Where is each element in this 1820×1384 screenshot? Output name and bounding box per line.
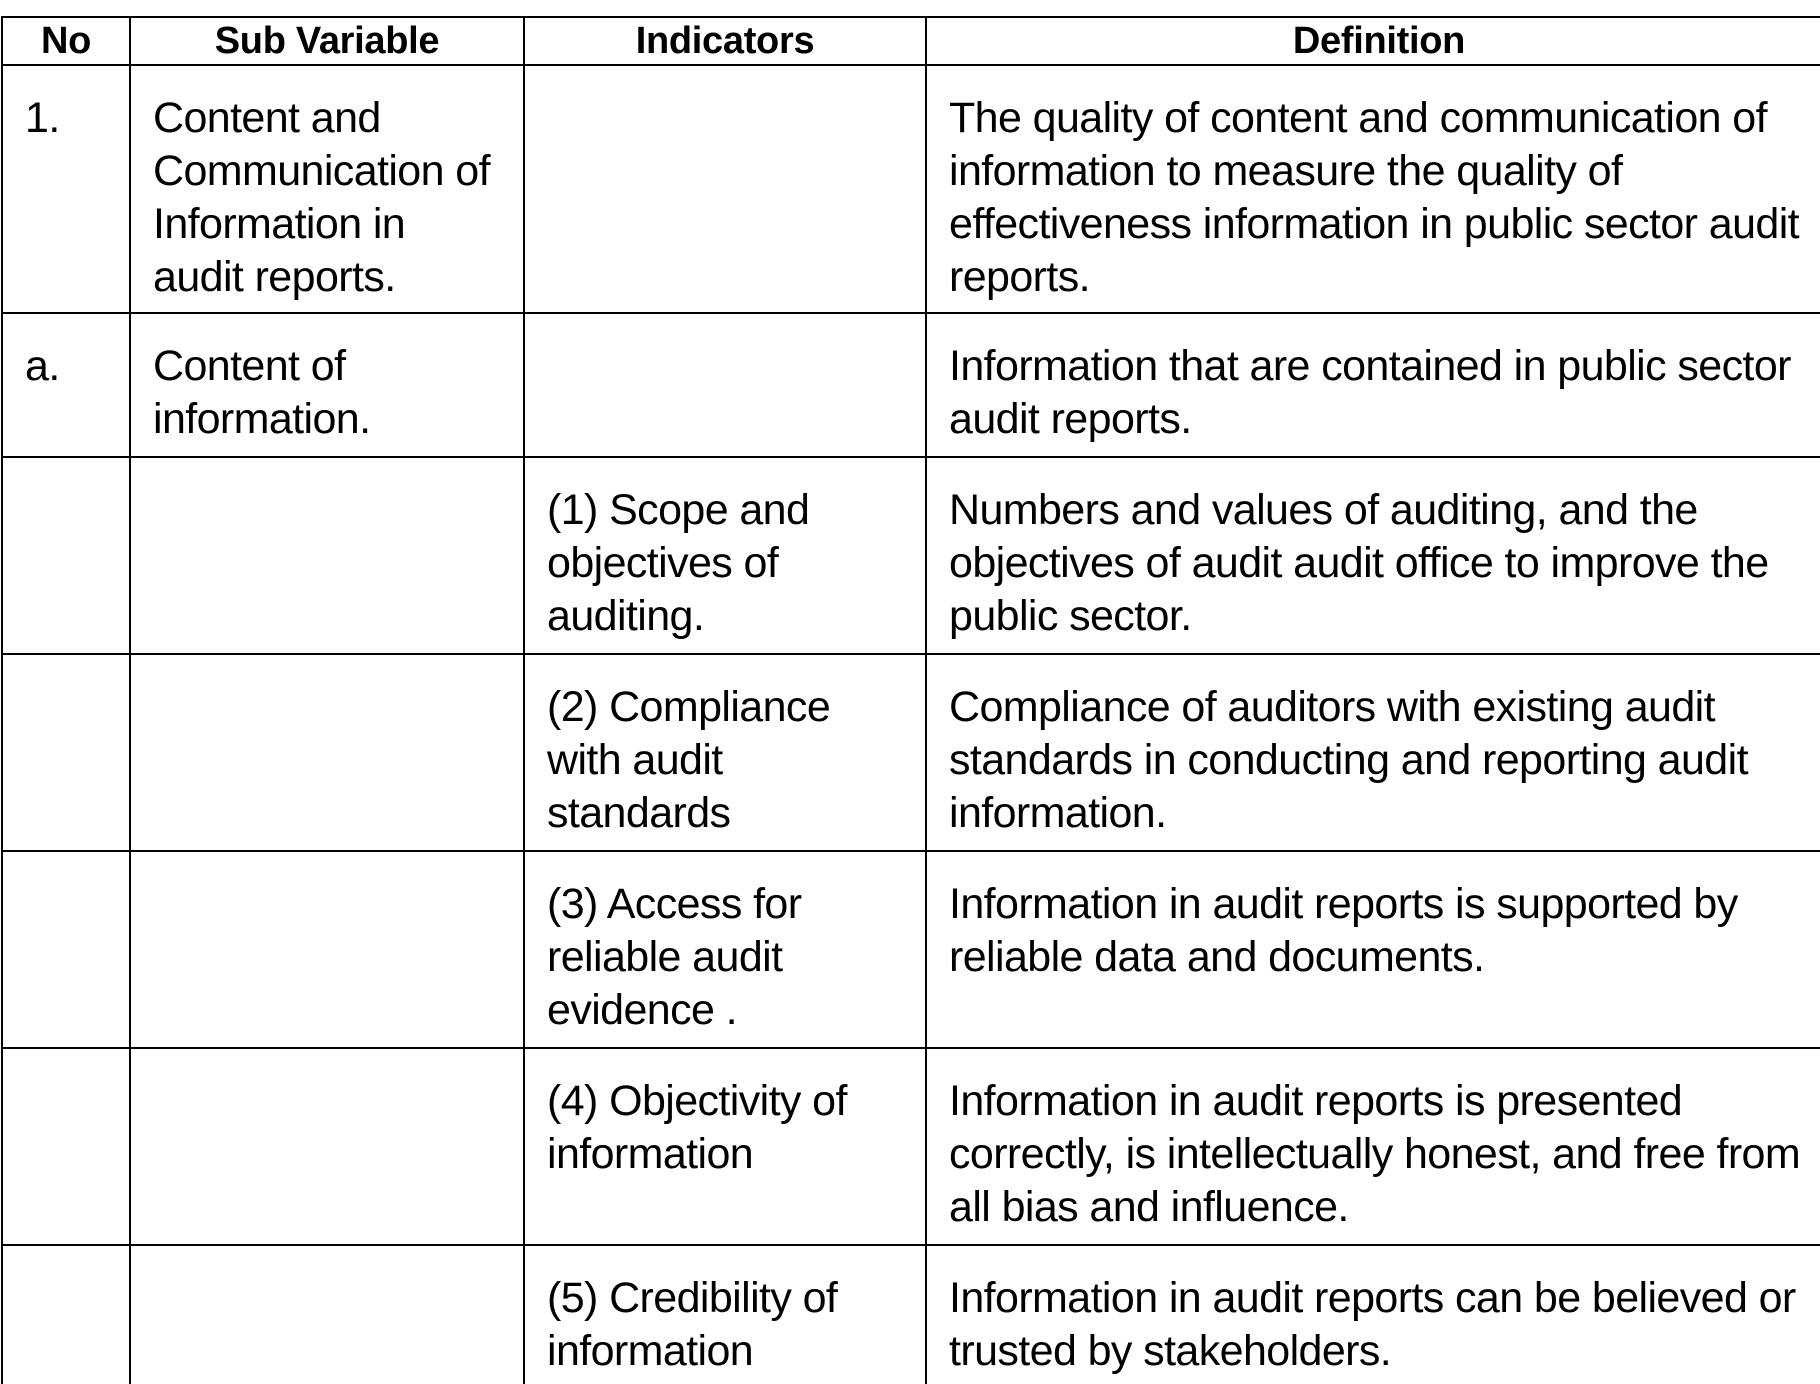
cell-sub-variable — [130, 457, 524, 654]
cell-no — [2, 654, 130, 851]
cell-definition — [926, 65, 1820, 313]
cell-definition-text: Numbers and values of auditing, and the objectives of audit audit office to improve the public sector. — [949, 486, 1769, 640]
table-row — [2, 1048, 1820, 1245]
cell-definition-text: Compliance of auditors with existing audit standards in conducting and reporting audit information. — [949, 683, 1748, 837]
cell-sub-variable — [130, 1245, 524, 1384]
cell-no-text: a. — [25, 342, 60, 390]
table-body — [2, 65, 1820, 1384]
header-row — [2, 17, 1820, 65]
cell-indicators-text — [525, 66, 925, 92]
table-row — [2, 313, 1820, 457]
header-sub-variable: Sub Variable — [130, 17, 524, 65]
cell-sub-variable — [130, 654, 524, 851]
header-definition: Definition — [926, 17, 1820, 65]
table-row — [2, 851, 1820, 1048]
cell-indicators — [524, 65, 926, 313]
cell-sub-variable-text: Content and Communication of Information in audit reports. — [153, 94, 490, 301]
cell-definition-text: Information in audit reports is supported by reliable data and documents. — [949, 880, 1738, 981]
header-no: No — [2, 17, 130, 65]
cell-sub-variable-text — [131, 1049, 523, 1075]
cell-no — [2, 851, 130, 1048]
cell-definition — [926, 851, 1820, 1048]
cell-sub-variable — [130, 1048, 524, 1245]
cell-definition-text: The quality of content and communication of information to measure the quality of effectiveness information in public sector audit reports. — [949, 94, 1799, 301]
cell-indicators — [524, 851, 926, 1048]
cell-sub-variable-text: Content of information. — [153, 342, 371, 443]
table-row — [2, 457, 1820, 654]
cell-no-text: 1. — [25, 94, 60, 142]
cell-no — [2, 1245, 130, 1384]
cell-indicators-text: (1) Scope and objectives of auditing. — [547, 486, 810, 640]
cell-definition — [926, 313, 1820, 457]
cell-indicators — [524, 654, 926, 851]
cell-sub-variable-text — [131, 1246, 523, 1272]
cell-indicators-text: (4) Objectivity of information — [547, 1077, 847, 1178]
table-row — [2, 654, 1820, 851]
cell-sub-variable-text — [131, 655, 523, 681]
cell-sub-variable — [130, 313, 524, 457]
cell-indicators — [524, 1245, 926, 1384]
cell-no — [2, 65, 130, 313]
table-header — [2, 17, 1820, 65]
cell-indicators-text: (5) Credibility of information — [547, 1274, 838, 1375]
cell-definition-text: Information in audit reports can be believed or trusted by stakeholders. — [949, 1274, 1796, 1375]
table-row — [2, 65, 1820, 313]
cell-indicators-text — [525, 314, 925, 340]
cell-definition-text: Information that are contained in public sector audit reports. — [949, 342, 1791, 443]
indicator-definition-table — [1, 16, 1820, 1384]
cell-definition — [926, 1048, 1820, 1245]
cell-indicators-text: (2) Compliance with audit standards — [547, 683, 831, 837]
cell-no-text — [3, 852, 129, 878]
cell-no-text — [3, 458, 129, 484]
cell-no-text — [3, 1246, 129, 1272]
cell-sub-variable — [130, 65, 524, 313]
table-row — [2, 1245, 1820, 1384]
cell-no — [2, 313, 130, 457]
cell-indicators — [524, 457, 926, 654]
cell-definition — [926, 1245, 1820, 1384]
cell-indicators — [524, 313, 926, 457]
cell-definition — [926, 457, 1820, 654]
cell-no-text — [3, 1049, 129, 1075]
cell-no — [2, 1048, 130, 1245]
cell-sub-variable — [130, 851, 524, 1048]
cell-definition-text: Information in audit reports is presented correctly, is intellectually honest, and free from all bias and influence. — [949, 1077, 1801, 1231]
cell-indicators — [524, 1048, 926, 1245]
cell-definition — [926, 654, 1820, 851]
cell-sub-variable-text — [131, 458, 523, 484]
cell-indicators-text: (3) Access for reliable audit evidence . — [547, 880, 802, 1034]
cell-no-text — [3, 655, 129, 681]
header-indicators: Indicators — [524, 17, 926, 65]
cell-sub-variable-text — [131, 852, 523, 878]
cell-no — [2, 457, 130, 654]
